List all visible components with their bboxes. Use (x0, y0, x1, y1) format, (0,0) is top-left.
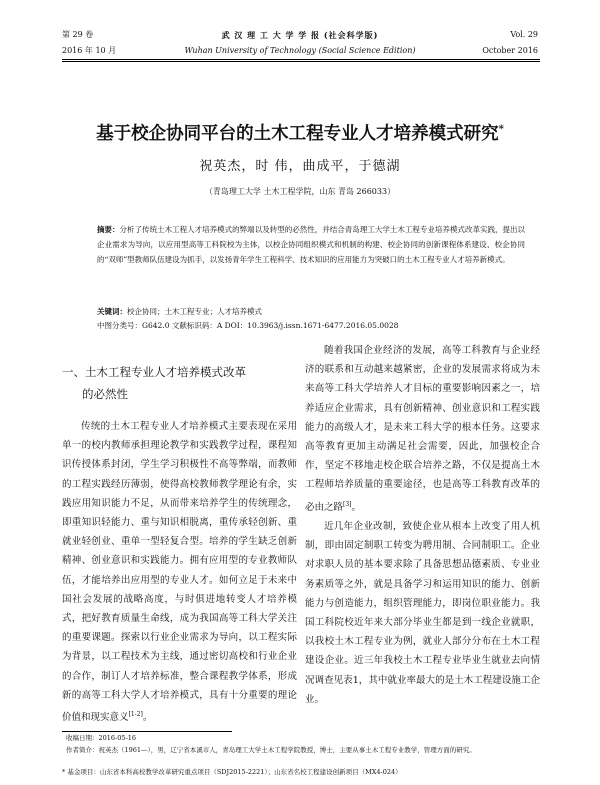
header-rule-bottom (62, 61, 540, 62)
date-en-label: October 2016 (482, 46, 538, 55)
header-rule-top (62, 59, 540, 60)
affiliation: （青岛理工大学 土木工程学院，山东 青岛 266033） (204, 187, 396, 196)
abstract-label: 摘要： (97, 225, 120, 234)
abstract-text: 分析了传统土木工程人才培养模式的弊端以及转型的必然性，并结合青岛理工大学土木工程专业培养模式改革实践，提出以企业需求为导向，以应用型高等工科院校为主体，以校企协同组织模式和机制的构建、校企协同的创新课程体系建设、校企协同的“双师”型教师队伍建设为抓手，以发扬青年学生工程科学、技术知识的应用能力为突破口的土木工程专业人才培养新模式。 (97, 225, 526, 265)
author-list: 祝英杰，时 伟，曲成平，于德湖 (199, 159, 401, 174)
left-column (62, 417, 297, 727)
right-paragraph-1-text: 随着我国企业经济的发展，高等工科教育与企业经济的联系和互动越来越紧密，企业的发展需求将成为未来高等工科大学培养人才目标的重要影响因素之一，培养适应企业需求，具有创新精神、创业意识和工程实践能力的高级人才，是未来工科大学的根本任务。这要求高等教育更加主动满足社会需要，因此，加强校企合作，坚定不移地走校企联合培养之路，不仅是提高土木工程师培养质量的重要途径，也是高等工科教育改革的必由之路 (305, 345, 540, 513)
citation-ref: [1-2] (128, 711, 143, 719)
article-title-text: 基于校企协同平台的土木工程专业人才培养模式研究 (96, 123, 499, 144)
right-column (305, 341, 540, 709)
issue-date-label: 2016 年 10 月 (62, 46, 117, 55)
article-title (40, 119, 560, 145)
classification-line: 中图分类号：G642.0 文献标识码：A DOI：10.3963/j.issn.1671-6477.2016.05.0028 (97, 321, 399, 330)
volume-label: 第 29 卷 (62, 30, 94, 39)
journal-title-en: Wuhan University of Technology (Social Science Edition) (184, 46, 416, 55)
section-heading (62, 361, 297, 405)
volume-en-label: Vol. 29 (510, 30, 538, 39)
section1-paragraph-end: 。 (142, 712, 153, 724)
keywords (97, 306, 525, 317)
title-footnote-mark: * (498, 124, 504, 135)
section-heading-line1: 一、土木工程专业人才培养模式改革 (62, 365, 246, 379)
right-paragraph-2: 近几年企业改制，致使企业从根本上改变了用人机制，即由固定制职工转变为聘用制、合同制职工。企业对求职人员的基本要求除了具备思想品德素质、专业业务素质等之外，就是具备学习和运用知识的能力、创新能力与创造能力，组织管理能力，即岗位职业能力。我国工科院校近年来大部分毕业生都是到一线企业就职，以我校土木工程专业为例，就业人部分分布在土木工程建设企业。近三年我校土木工程专业毕业生就业去向情况调查见表1，其中就业率最大的是土木工程建设施工企业。 (305, 520, 540, 705)
citation-ref: [3] (343, 500, 352, 508)
section-heading-line2: 的必然性 (82, 387, 128, 401)
right-paragraph-1 (305, 341, 540, 517)
right-paragraph-1-end: 。 (351, 501, 362, 513)
section1-paragraph-text: 传统的土木工程专业人才培养模式主要表现在采用单一的校内教师承担理论教学和实践教学过程，课程知识传授体系封闭，学生学习积极性不高等弊端，而教师的工程实践经历薄弱，使得高校教师教学理论有余，实践应用知识能力不足，从而带来培养学生的传统理念，即重知识轻能力、重与知识相脱离，重传承轻创新、重就业轻创业、重单一型轻复合型。培养的学生缺乏创新精神、创业意识和实践能力。拥有应用型的专业教师队伍，才能培养出应用型的专业人才。如何立足于未来中国社会发展的战略高度，与时俱进地转变人才培养模式，把好教育质量生命线，成为我国高等工科大学关注的重要课题。探索以行业企业需求为导向，以工程实际为背景，以工程技术为主线，通过密切高校和行业企业的合作，制订人才培养标准，整合课程教学体系，形成新的高等工科大学人才培养模式，具有十分重要的理论价值和现实意义 (62, 421, 297, 724)
keywords-label: 关键词： (97, 307, 127, 316)
footnote-fund: * 基金项目：山东省本科高校教学改革研究重点项目（SDJ2015-2221）；山东省名校工程建设创新项目（MX4-024） (62, 768, 402, 776)
keywords-text: 校企协同；土木工程专业；人才培养模式 (127, 307, 262, 316)
footnote-author: 作者简介：祝英杰（1961—），男，辽宁省本溪市人，青岛理工大学土木工程学院教授，博士，主要从事土木工程专业教学，管理方面的研究。 (66, 746, 476, 754)
journal-title-cn: 武 汉 理 工 大 学 学 报 (社会科学版) (221, 30, 379, 40)
section1-paragraph (62, 417, 297, 727)
footnote-rule (62, 731, 232, 732)
abstract (97, 222, 525, 268)
footnote-received: 收稿日期：2016-05-16 (66, 734, 136, 742)
